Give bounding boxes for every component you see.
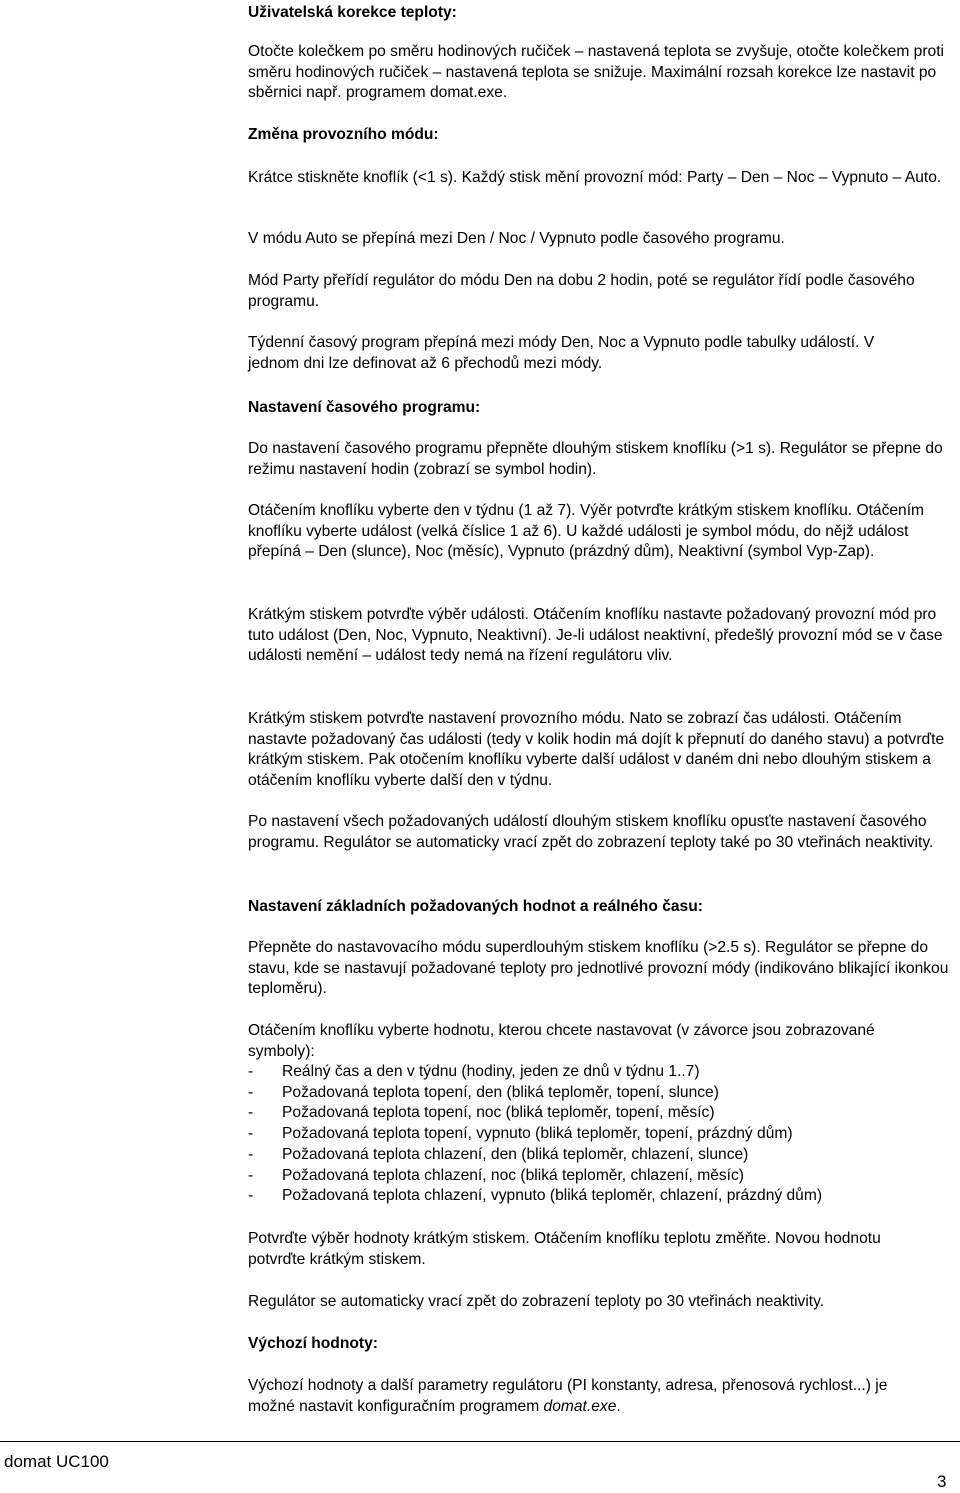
paragraph-time-2: Otáčením knoflíku vyberte den v týdnu (1 až 7). Výěr potvrďte krátkým stiskem knoflíku. Otáčením knoflíku vyberte událost (velká číslice 1 až 6). U každé události je symbol módu, do nějž událost přepíná – Den (slunce), Noc (měsíc), Vypnuto (prázdný dům), Neaktivní (symbol Vyp-Zap). — [248, 502, 925, 561]
paragraph-time-5: Po nastavení všech požadovaných událostí dlouhým stiskem knoflíku opusťte nastavení časového programu. Regulátor se automaticky vrací zpět do zobrazení teploty také po 30 vteřinách neaktivity. — [248, 813, 934, 851]
page-number: 3 — [937, 1472, 947, 1491]
paragraph-mode-3: Mód Party přeřídí regulátor do módu Den na dobu 2 hodin, poté se regulátor řídí podle časového programu. — [248, 272, 915, 310]
heading-mode-change: Změna provozního módu: — [248, 126, 439, 143]
paragraph-time-1: Do nastavení časového programu přepněte dlouhým stiskem knoflíku (>1 s). Regulátor se přepne do režimu nastavení hodin (zobrazí se symbol hodin). — [248, 440, 943, 478]
paragraph-defaults — [248, 1376, 898, 1417]
defaults-text: Výchozí hodnoty a další parametry regulátoru (PI konstanty, adresa, přenosová rychlost...) je možné nastavit konfiguračním programem — [248, 1377, 888, 1415]
paragraph-time-4: Krátkým stiskem potvrďte nastavení provozního módu. Nato se zobrazí čas události. Otáčením nastavte požadovaný čas události (tedy v kolik hodin má dojít k přepnutí do daného stavu) a potvrďte krátkým stiskem. Pak otočením knoflíku vyberte další událost v daném dni nebo dlouhým stiskem a otáčením knoflíku vyberte další den v týdnu. — [248, 710, 945, 790]
paragraph-basic-4: Regulátor se automaticky vrací zpět do zobrazení teploty po 30 vteřinách neaktivity. — [248, 1293, 825, 1310]
paragraph-time-3: Krátkým stiskem potvrďte výběr události. Otáčením knoflíku nastavte požadovaný provozní mód pro tuto událost (Den, Noc, Vypnuto, Neaktivní). Je-li událost neaktivní, předešlý provozní mód se v čase události nemění – událost tedy nemá na řízení regulátoru vliv. — [248, 606, 943, 665]
heading-time-program: Nastavení časového programu: — [248, 399, 481, 416]
paragraph-basic-1: Přepněte do nastavovacího módu superdlouhým stiskem knoflíku (>2.5 s). Regulátor se přepne do stavu, kde se nastavují požadované teploty pro jednotlivé provozní módy (indikováno blikající ikonkou teploměru). — [248, 939, 949, 998]
list-item: - Požadovaná teplota topení, den (bliká teploměr, topení, slunce) — [248, 1083, 960, 1104]
heading-defaults: Výchozí hodnoty: — [248, 1335, 378, 1352]
list-item: - Reálný čas a den v týdnu (hodiny, jeden ze dnů v týdnu 1..7) — [248, 1062, 960, 1083]
heading-user-correction: Uživatelská korekce teploty: — [248, 4, 457, 21]
footer-product: domat UC100 — [4, 1452, 109, 1471]
paragraph-basic-3: Potvrďte výběr hodnoty krátkým stiskem. Otáčením knoflíku teplotu změňte. Novou hodnotu potvrďte krátkým stiskem. — [248, 1230, 881, 1268]
settings-list — [248, 1062, 960, 1207]
paragraph-mode-2: V módu Auto se přepíná mezi Den / Noc / Vypnuto podle časového programu. — [248, 230, 785, 247]
paragraph-mode-1: Krátce stiskněte knoflík (<1 s). Každý stisk mění provozní mód: Party – Den – Noc – Vypnuto – Auto. — [248, 169, 942, 186]
list-item: - Požadovaná teplota chlazení, noc (bliká teploměr, chlazení, měsíc) — [248, 1166, 960, 1187]
list-item: - Požadovaná teplota topení, vypnuto (bliká teploměr, topení, prázdný dům) — [248, 1124, 960, 1145]
footer-divider — [0, 1441, 960, 1442]
list-item: - Požadovaná teplota chlazení, den (bliká teploměr, chlazení, slunce) — [248, 1145, 960, 1166]
paragraph-basic-2: Otáčením knoflíku vyberte hodnotu, kterou chcete nastavovat (v závorce jsou zobrazované symboly): — [248, 1022, 875, 1060]
paragraph-mode-4: Týdenní časový program přepíná mezi módy Den, Noc a Vypnuto podle tabulky událostí. V jednom dni lze definovat až 6 přechodů mezi módy. — [248, 334, 875, 372]
list-item: - Požadovaná teplota chlazení, vypnuto (bliká teploměr, chlazení, prázdný dům) — [248, 1186, 960, 1207]
program-name: domat.exe — [543, 1397, 617, 1415]
paragraph-correction: Otočte kolečkem po směru hodinových ručiček – nastavená teplota se zvyšuje, otočte kolečkem proti směru hodinových ručiček – nastavená teplota se snižuje. Maximální rozsah korekce lze nastavit po sběrnici např. programem domat.exe. — [248, 43, 945, 102]
defaults-text-end: . — [616, 1397, 621, 1415]
heading-basic-settings: Nastavení základních požadovaných hodnot a reálného času: — [248, 898, 703, 915]
list-item: - Požadovaná teplota topení, noc (bliká teploměr, topení, měsíc) — [248, 1103, 960, 1124]
